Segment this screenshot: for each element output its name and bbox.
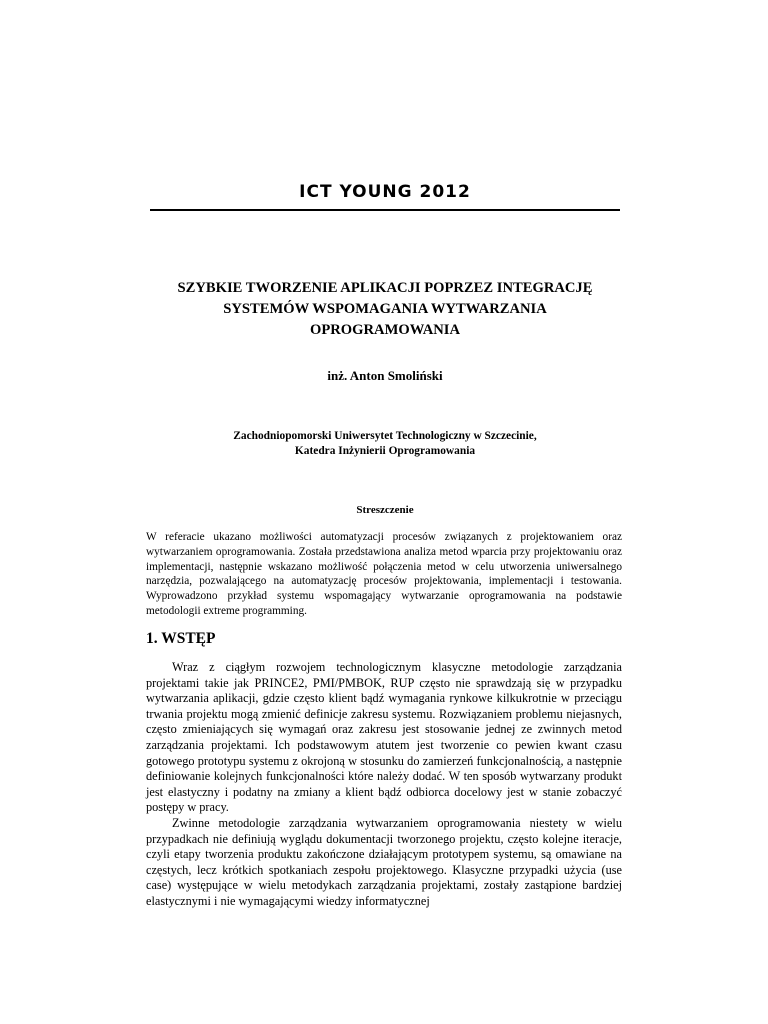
- conference-header: [150, 182, 620, 211]
- section-body: [146, 660, 622, 910]
- abstract-text: W referacie ukazano możliwości automatyzacji procesów związanych z projektowaniem oraz wytwarzaniem oprogramowania. Została przedstawiona analiza metod wparcia przy projektowaniu oraz implementacji, następnie wskazano możliwość połączenia metod w celu utworzenia uniwersalnego narzędzia, pozwalającego na automatyzację procesów projektowania, implementacji i testowania. Wyprowadzono przykład systemu wspomagający wytwarzanie oprogramowania na podstawie metodologii extreme programming.: [146, 531, 622, 617]
- affiliation-line: Zachodniopomorski Uniwersytet Technologiczny w Szczecinie,: [233, 430, 537, 442]
- abstract-heading: Streszczenie: [356, 504, 414, 516]
- paper-title-line: OPROGRAMOWANIA: [310, 322, 460, 338]
- body-paragraph: Zwinne metodologie zarządzania wytwarzaniem oprogramowania niestety w wielu przypadkach nie definiują wyglądu dokumentacji tworzonego projektu, często kolejne iteracje, czyli etapy tworzenia produktu zakończone działającym prototypem systemu, są omawiane na częstych, lecz krótkich spotkaniach zespołu projektowego. Klasyczne przypadki użycia (use case) występujące w wielu metodykach zarządzania projektami, zostały zastąpione bardziej elastycznymi i nie wymagającymi wiedzy informatycznej: [146, 815, 622, 908]
- paper-title-line: SZYBKIE TWORZENIE APLIKACJI POPRZEZ INTEGRACJĘ: [177, 280, 593, 296]
- affiliation-line: Katedra Inżynierii Oprogramowania: [294, 445, 476, 457]
- paper-title-line: SYSTEMÓW WSPOMAGANIA WYTWARZANIA: [223, 301, 547, 317]
- conference-title: ICT YOUNG 2012: [299, 182, 471, 202]
- affiliation: [148, 429, 622, 459]
- header-rule: [150, 209, 620, 211]
- paper-title: [148, 278, 622, 341]
- section-heading: 1. WSTĘP: [146, 630, 216, 647]
- body-paragraph: Wraz z ciągłym rozwojem technologicznym klasyczne metodologie zarządzania projektami takie jak PRINCE2, PMI/PMBOK, RUP często nie sprawdzają się w przypadku wytwarzania aplikacji, gdzie często klient bądź wymagania rynkowe kilkukrotnie w przeciągu trwania projektu mogą zmienić definicje zakresu systemu. Rozwiązaniem problemu niejasnych, często zmieniających się wymagań oraz zakresu jest stosowanie jednej ze zwinnych metod zarządzania projektami. Ich podstawowym atutem jest tworzenie co pewien kwant czasu gotowego prototypu systemu z okrojoną w stosunku do zamierzeń funkcjonalnością, a następnie definiowanie kolejnych funkcjonalności które należy dodać. W ten sposób wytwarzany produkt jest elastyczny i podatny na zmiany a klient bądź odbiorca docelowy jest w stanie zobaczyć postępy w pracy.: [146, 660, 622, 815]
- author: inż. Anton Smoliński: [327, 368, 443, 383]
